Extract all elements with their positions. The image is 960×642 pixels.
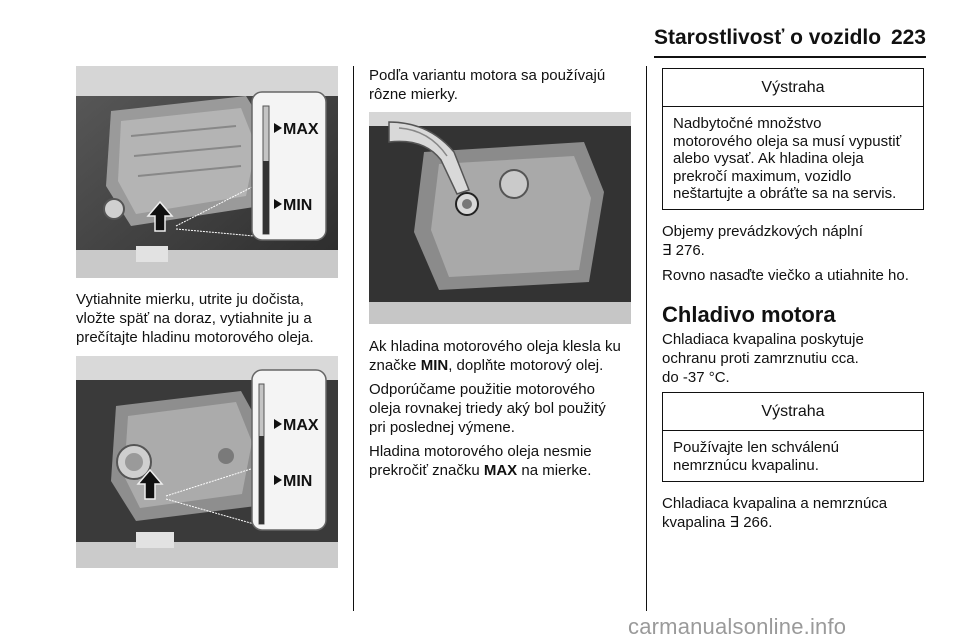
text-run: značke: [369, 357, 421, 374]
text-line: Chladiaca kvapalina poskytuje: [662, 331, 864, 348]
warning-title: Výstraha: [663, 69, 923, 107]
engine-dipstick-figure-2: [76, 356, 338, 568]
watermark: carmanualsonline.info: [628, 614, 847, 639]
warning-body: [663, 431, 923, 482]
dipstick-min-label: MIN: [283, 197, 313, 214]
page-reference: kvapalina ∃ 266.: [662, 514, 773, 531]
text-line: pri poslednej výmene.: [369, 419, 515, 436]
engine-dipstick-figure-1: [76, 66, 338, 278]
text-line: ochranu proti zamrznutiu cca.: [662, 350, 859, 367]
warning-title: Výstraha: [663, 393, 923, 431]
text-line: Rovno nasaďte viečko a utiahnite ho.: [662, 267, 909, 284]
text-line: Používajte len schválenú: [673, 439, 839, 456]
text-line: rôzne mierky.: [369, 86, 458, 103]
column-divider-right: [646, 66, 647, 611]
section-heading-coolant: Chladivo motora: [662, 302, 836, 327]
text-line: prekročí maximum, vozidlo: [673, 167, 852, 185]
page-number: 223: [890, 26, 926, 49]
page-reference: ∃ 276.: [662, 242, 705, 259]
fluid-volumes-reference: [662, 222, 932, 260]
text-run: prekročiť značku: [369, 462, 484, 479]
text-line: neštartujte a obráťte sa na servis.: [673, 185, 897, 202]
text-line: nemrznúcu kvapalinu.: [673, 456, 819, 474]
header-rule: [654, 56, 926, 58]
text-line: vložte späť na doraz, vytiahnite ju a: [76, 310, 312, 327]
text-run: na mierke.: [517, 462, 592, 479]
oil-refill-text: [369, 337, 641, 375]
min-mark-label: MIN: [420, 357, 449, 374]
warning-box-excess-oil: [662, 68, 924, 210]
text-run: , doplňte motorový olej.: [448, 357, 604, 374]
text-line: Objemy prevádzkových náplní: [662, 223, 863, 240]
dipstick-min-label: MIN: [283, 473, 313, 490]
text-line: Chladiaca kvapalina a nemrznúca: [662, 495, 888, 512]
warning-box-antifreeze: [662, 392, 924, 482]
max-mark-label: MAX: [483, 462, 518, 479]
text-line: Vytiahnite mierku, utrite ju dočista,: [76, 291, 304, 308]
oil-filling-figure: [369, 112, 631, 324]
dipstick-max-label: MAX: [283, 121, 319, 138]
text-line: prečítajte hladinu motorového oleja.: [76, 329, 314, 346]
dipstick-max-label: MAX: [283, 417, 319, 434]
page-header: [654, 26, 926, 54]
text-line: do -37 °C.: [662, 369, 730, 386]
cap-instruction-text: [662, 266, 952, 285]
page-header-title: Starostlivosť o vozidlo: [654, 26, 882, 49]
text-line: Podľa variantu motora sa používajú: [369, 67, 606, 84]
coolant-protection-text: [662, 330, 932, 387]
text-line: [369, 356, 641, 375]
text-line: Ak hladina motorového oleja klesla ku: [369, 338, 621, 355]
text-line: oleja rovnakej triedy aký bol použitý: [369, 400, 606, 417]
text-line: [369, 461, 641, 480]
coolant-reference-text: [662, 494, 932, 532]
oil-max-level-text: [369, 442, 641, 480]
text-line: motorového oleja sa musí vypustiť: [673, 132, 902, 150]
text-line: Hladina motorového oleja nesmie: [369, 443, 592, 460]
dipstick-variant-text: [369, 66, 641, 104]
text-line: alebo vysať. Ak hladina oleja: [673, 150, 864, 167]
text-line: Odporúčame použitie motorového: [369, 381, 595, 398]
column-divider-left: [353, 66, 354, 611]
text-line: Nadbytočné množstvo: [673, 115, 822, 132]
oil-grade-recommendation-text: [369, 380, 641, 437]
dipstick-instruction-text: [76, 290, 346, 347]
warning-body: [663, 107, 923, 211]
